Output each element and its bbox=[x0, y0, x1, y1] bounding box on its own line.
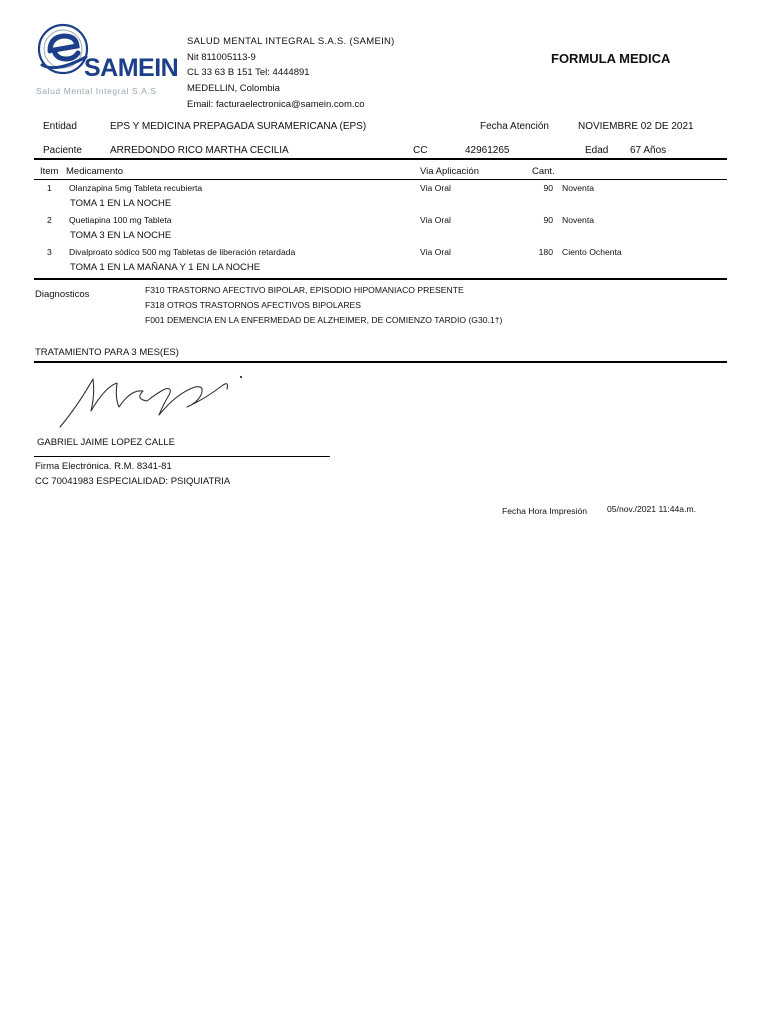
row-qty: 90 bbox=[543, 183, 553, 193]
patient-name: ARREDONDO RICO MARTHA CECILIA bbox=[110, 145, 289, 156]
row-qty: 180 bbox=[538, 247, 553, 257]
row-item-number: 2 bbox=[47, 215, 52, 225]
patient-id-value: 42961265 bbox=[465, 145, 510, 156]
row-qty-text: Ciento Ochenta bbox=[562, 247, 622, 257]
patient-age-label: Edad bbox=[585, 145, 609, 156]
col-header-cant: Cant. bbox=[532, 166, 555, 177]
entity-value: EPS Y MEDICINA PREPAGADA SURAMERICANA (EPS) bbox=[110, 121, 367, 132]
company-city: MEDELLIN, Colombia bbox=[187, 83, 280, 94]
row-qty-text: Noventa bbox=[562, 183, 595, 193]
signature-line bbox=[34, 456, 330, 457]
attention-date-value: NOVIEMBRE 02 DE 2021 bbox=[578, 121, 694, 132]
row-item-number: 1 bbox=[47, 183, 52, 193]
logo-tagline: Salud Mental Integral S.A.S bbox=[36, 86, 157, 96]
row-medication-name: Divalproato sódico 500 mg Tabletas de liberación retardada bbox=[69, 247, 296, 257]
patient-age-value: 67 Años bbox=[630, 145, 667, 156]
treatment-duration: TRATAMIENTO PARA 3 MES(ES) bbox=[35, 347, 179, 358]
patient-id-label: CC bbox=[413, 145, 428, 156]
header-divider bbox=[34, 158, 727, 160]
col-header-item: Item bbox=[40, 166, 59, 177]
logo-brand-text: SAMEIN bbox=[84, 54, 179, 82]
company-name: SALUD MENTAL INTEGRAL S.A.S. (SAMEIN) bbox=[187, 36, 395, 47]
doctor-name: GABRIEL JAIME LOPEZ CALLE bbox=[37, 437, 175, 448]
diagnostics-label: Diagnosticos bbox=[35, 289, 90, 300]
attention-date-label: Fecha Atención bbox=[480, 121, 549, 132]
row-qty: 90 bbox=[543, 215, 553, 225]
row-via: Via Oral bbox=[420, 247, 451, 257]
document-title: FORMULA MEDICA bbox=[551, 51, 671, 66]
row-via: Via Oral bbox=[420, 183, 451, 193]
table-bottom-divider bbox=[34, 278, 727, 280]
diagnostic-item: F318 OTROS TRASTORNOS AFECTIVOS BIPOLARES bbox=[145, 300, 362, 310]
row-item-number: 3 bbox=[47, 247, 52, 257]
company-email: Email: facturaelectronica@samein.com.co bbox=[187, 99, 365, 110]
company-address: CL 33 63 B 151 Tel: 4444891 bbox=[187, 67, 310, 78]
company-nit: Nit 811005113-9 bbox=[187, 52, 256, 63]
diagnostic-item: F310 TRASTORNO AFECTIVO BIPOLAR, EPISODIO HIPOMANIACO PRESENTE bbox=[145, 285, 464, 295]
row-instruction: TOMA 1 EN LA NOCHE bbox=[70, 198, 172, 209]
treatment-divider bbox=[34, 361, 727, 363]
diagnostic-item: F001 DEMENCIA EN LA ENFERMEDAD DE ALZHEIMER, DE COMIENZO TARDIO (G30.1†) bbox=[145, 315, 503, 325]
row-instruction: TOMA 3 EN LA NOCHE bbox=[70, 230, 172, 241]
print-date-label: Fecha Hora Impresión bbox=[502, 506, 588, 516]
table-header-divider bbox=[34, 179, 727, 180]
row-via: Via Oral bbox=[420, 215, 451, 225]
row-qty-text: Noventa bbox=[562, 215, 595, 225]
entity-label: Entidad bbox=[43, 121, 77, 132]
doctor-registration: Firma Electrónica. R.M. 8341-81 bbox=[35, 461, 172, 472]
row-medication-name: Quetiapina 100 mg Tableta bbox=[69, 215, 172, 225]
patient-label: Paciente bbox=[43, 145, 82, 156]
row-instruction: TOMA 1 EN LA MAÑANA Y 1 EN LA NOCHE bbox=[70, 262, 261, 273]
print-date-value: 05/nov./2021 11:44a.m. bbox=[607, 504, 697, 514]
doctor-signature bbox=[55, 365, 265, 433]
doctor-specialty: CC 70041983 ESPECIALIDAD: PSIQUIATRIA bbox=[35, 476, 231, 487]
col-header-via: Via Aplicación bbox=[420, 166, 479, 177]
col-header-medicamento: Medicamento bbox=[66, 166, 124, 177]
row-medication-name: Olanzapina 5mg Tableta recubierta bbox=[69, 183, 203, 193]
